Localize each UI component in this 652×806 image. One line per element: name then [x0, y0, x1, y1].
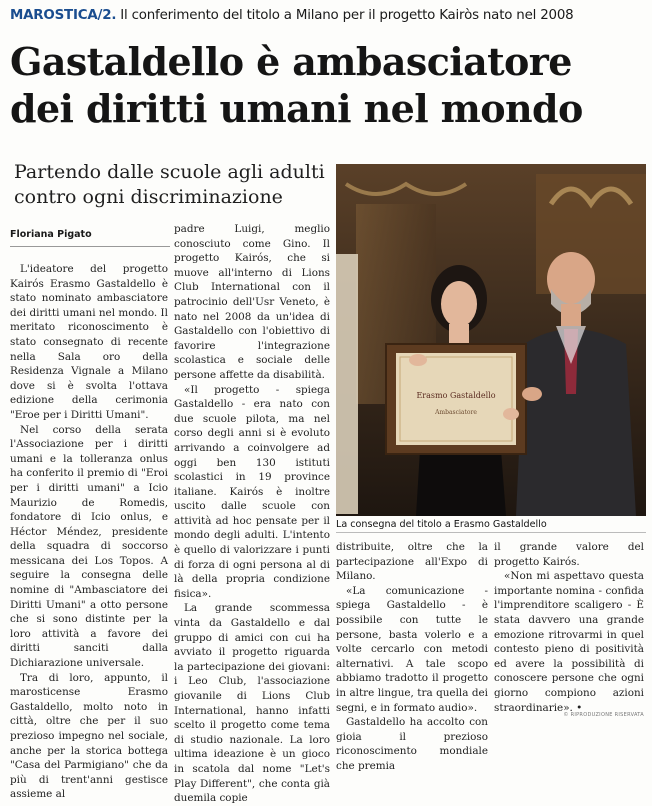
paragraph: «La comunicazione - spiega Gastaldello - è possibile con tutte le persone, basta volerlo e a volte cercarlo con metodi alternativi. A tale scopo abbiamo tradotto il progetto in altre lingue, tra quella dei segni, e in formato audio».: [336, 584, 488, 714]
article-column-1: [10, 262, 168, 801]
paragraph: distribuite, oltre che la partecipazione all'Expo di Milano.: [336, 541, 488, 583]
headline: [10, 38, 646, 132]
paragraph: il grande valore del progetto Kairós.: [494, 541, 644, 568]
paragraph: La grande scommessa vinta da Gastaldello e dal gruppo di amici con cui ha avviato il progetto riguarda la partecipazione dei giovani: i Leo Club, l'associazione giovanile di Lions Club International, hanno infatti scelto il progetto come tema di studio nazionale. La loro ultima ideazione è un gioco in scatola dal nome "Let's Play Different", che conta già duemila copie: [174, 602, 330, 805]
photo-illustration: [336, 164, 646, 516]
byline: Floriana Pigato: [10, 228, 170, 247]
paragraph: Tra di loro, appunto, il marosticense Erasmo Gastaldello, molto noto in città, oltre che per il suo prezioso impegno nel sociale, anche per la storica bottega "Casa del Parmigiano" che da più di trent'anni gestisce assieme al: [10, 671, 168, 801]
paragraph: L'ideatore del progetto Kairós Erasmo Gastaldello è stato nominato ambasciatore dei diritti umani nel mondo. Il meritato riconoscimento è stato consegnato di recente nella Sala oro della Residenza Vignale a Milano dove si è svolta l'ottava edizione della cerimonia "Eroe per i Diritti Umani".: [10, 263, 168, 421]
plaque-name: Erasmo Gastaldello: [416, 391, 496, 400]
paragraph: «Il progetto - spiega Gastaldello - era nato con due scuole pilota, ma nel corso degli anni si è evoluto arrivando a coinvolgere ad oggi ben 130 istituti scolastici in 19 province italiane. Kairós è inoltre uscito dalle scuole con attività ad hoc pensate per il mondo degli adulti. L'intento è quello di valorizzare i punti di forza di ogni persona al di là della propria condizione fisica».: [174, 383, 330, 600]
article-column-3: [336, 540, 488, 772]
kicker-place: MAROSTICA/2.: [10, 8, 117, 23]
headline-line-1: Gastaldello è ambasciatore: [10, 39, 572, 84]
article-column-4: [494, 540, 644, 716]
article-photo: [336, 164, 646, 516]
paragraph: «Non mi aspettavo questa importante nomina - confida l'imprenditore scaligero - È stata davvero una grande emozione ritrovarmi in quel contesto pieno di positività ed avere la possibilità di conoscere persone che ogni giorno compiono azioni straordinarie». •: [494, 570, 644, 714]
article-column-2: [174, 222, 330, 805]
plaque-title: Ambasciatore: [435, 409, 477, 416]
paragraph: Gastaldello ha accolto con gioia il prezioso riconoscimento mondiale che premia: [336, 716, 488, 772]
paragraph: padre Luigi, meglio conosciuto come Gino. Il progetto Kairós, che si muove all'interno di Lions Club International con il patrocinio dell'Usr Veneto, è nato nel 2008 da un'idea di Gastaldello con l'obiettivo di favorire l'integrazione scolastica e sociale delle persone affette da disabilità.: [174, 223, 330, 381]
photo-caption: La consegna del titolo a Erasmo Gastaldello: [336, 518, 646, 533]
subhead-line-2: contro ogni discriminazione: [14, 186, 283, 208]
subhead: [14, 160, 334, 210]
kicker: [10, 6, 646, 26]
paragraph: Nel corso della serata l'Associazione per i diritti umani e la tolleranza onlus ha conferito il premio di "Eroi per i diritti umani" a Icio Maurizio de Romedis, fondatore di Icio onlus, e Héctor Méndez, presidente della squadra di soccorso messicana dei Los Topos. A seguire la consegna delle nomine di "Ambasciatore dei Diritti Umani" a otto persone che si sono distinte per la loro attività a favore dei diritti sanciti dalla Dichiarazione universale.: [10, 423, 168, 670]
copyright-credit: © RIPRODUZIONE RISERVATA: [563, 712, 644, 718]
subhead-line-1: Partendo dalle scuole agli adulti: [14, 161, 325, 183]
headline-line-2: dei diritti umani nel mondo: [10, 86, 583, 131]
kicker-text: Il conferimento del titolo a Milano per il progetto Kairòs nato nel 2008: [116, 8, 574, 23]
